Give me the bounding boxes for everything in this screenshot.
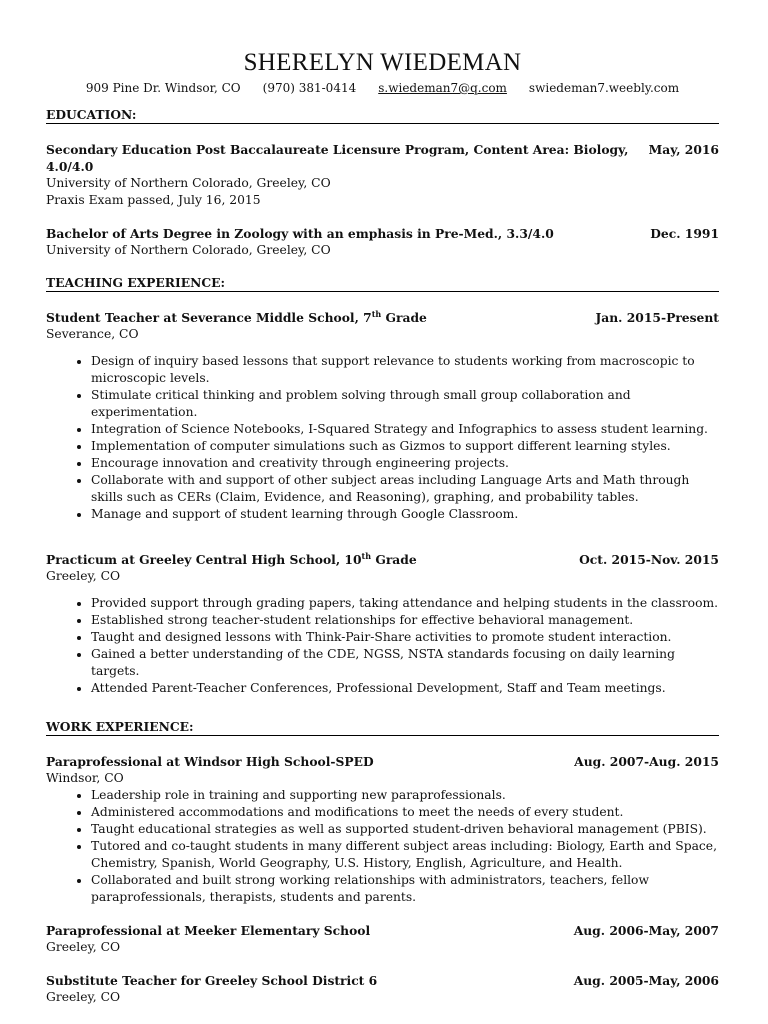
- list-item: • Integration of Science Notebooks, I-Squared Strategy and Infographics to assess student learning.: [91, 421, 719, 438]
- entry-date: Aug. 2006-May, 2007: [573, 923, 719, 938]
- list-item: • Gained a better understanding of the CDE, NGSS, NSTA standards focusing on daily learning targets.: [91, 646, 719, 680]
- entry-title: [46, 309, 427, 326]
- candidate-name: SHERELYN WIEDEMAN: [243, 49, 522, 76]
- list-item: • Encourage innovation and creativity through engineering projects.: [91, 455, 719, 472]
- phone: (970) 381-0414: [262, 81, 357, 95]
- email-link[interactable]: s.wiedeman7@q.com: [378, 81, 507, 95]
- entry-header: [46, 225, 719, 242]
- ordinal-suffix: th: [371, 308, 382, 319]
- list-item: • Stimulate critical thinking and problem solving through small group collaboration and experimentation.: [91, 387, 719, 421]
- address: 909 Pine Dr. Windsor, CO: [85, 81, 241, 95]
- work-entry: [46, 753, 719, 906]
- entry-header: [46, 972, 719, 989]
- list-item: • Taught educational strategies as well as supported student-driven behavioral management (PBIS).: [91, 821, 719, 838]
- list-item: • Administered accommodations and modifications to meet the needs of every student.: [91, 804, 719, 821]
- entry-date: May, 2016: [648, 142, 719, 157]
- list-item: • Implementation of computer simulations such as Gizmos to support different learning styles.: [91, 438, 719, 455]
- entry-title: [46, 551, 417, 568]
- list-item: • Provided support through grading papers, taking attendance and helping students in the classroom.: [91, 595, 719, 612]
- entry-institution: University of Northern Colorado, Greeley, CO: [46, 243, 331, 257]
- education-entry: [46, 225, 719, 259]
- work-entry: [46, 922, 719, 956]
- entry-date: Aug. 2005-May, 2006: [573, 973, 719, 988]
- entry-header: [46, 551, 719, 568]
- entry-title-text: Grade: [371, 552, 417, 567]
- work-entry: [46, 972, 719, 1006]
- entry-title: Paraprofessional at Windsor High School-SPED: [46, 754, 374, 769]
- resume-page: [46, 48, 719, 1022]
- bullet-list: [46, 787, 719, 906]
- contact-line: [46, 80, 719, 97]
- entry-date: Oct. 2015-Nov. 2015: [579, 552, 719, 567]
- entry-title: Paraprofessional at Meeker Elementary School: [46, 923, 371, 938]
- list-item: • Taught and designed lessons with Think-Pair-Share activities to promote student interaction.: [91, 629, 719, 646]
- entry-title-text: Practicum at Greeley Central High School, 10: [46, 552, 362, 567]
- entry-header: [46, 753, 719, 770]
- entry-title: Bachelor of Arts Degree in Zoology with an emphasis in Pre-Med., 3.3/4.0: [46, 226, 554, 241]
- education-heading: EDUCATION:: [46, 107, 719, 124]
- entry-title: Secondary Education Post Baccalaureate Licensure Program, Content Area: Biology, 4.0/4.0: [46, 142, 629, 174]
- list-item: • Manage and support of student learning through Google Classroom.: [91, 506, 719, 523]
- entry-note: Praxis Exam passed, July 16, 2015: [46, 193, 261, 207]
- work-heading: WORK EXPERIENCE:: [46, 719, 719, 736]
- teaching-entry: [46, 309, 719, 523]
- list-item: • Tutored and co-taught students in many different subject areas including: Biology, Earth and Space, Chemistry, Spanish, World Geography, U.S. History, English, Agriculture, and Health.: [91, 838, 719, 872]
- entry-date: Aug. 2007-Aug. 2015: [574, 754, 719, 769]
- entry-location: Greeley, CO: [46, 569, 121, 583]
- teaching-entry: [46, 551, 719, 697]
- ordinal-suffix: th: [361, 550, 372, 561]
- entry-date: Jan. 2015-Present: [595, 310, 719, 325]
- entry-location: Severance, CO: [46, 327, 139, 341]
- list-item: • Collaborated and built strong working relationships with administrators, teachers, fellow paraprofessionals, therapists, students and parents.: [91, 872, 719, 906]
- entry-title-text: Student Teacher at Severance Middle School, 7: [46, 310, 372, 325]
- entry-location: Windsor, CO: [46, 771, 124, 785]
- entry-institution: University of Northern Colorado, Greeley, CO: [46, 176, 331, 190]
- entry-location: Greeley, CO: [46, 990, 121, 1004]
- website: swiedeman7.weebly.com: [528, 81, 680, 95]
- education-entry: [46, 141, 719, 209]
- bullet-list: [46, 595, 719, 697]
- list-item: • Design of inquiry based lessons that support relevance to students working from macroscopic to microscopic levels.: [91, 353, 719, 387]
- teaching-heading: TEACHING EXPERIENCE:: [46, 275, 719, 292]
- list-item: • Collaborate with and support of other subject areas including Language Arts and Math through skills such as CERs (Claim, Evidence, and Reasoning), graphing, and probability tables.: [91, 472, 719, 506]
- entry-location: Greeley, CO: [46, 940, 121, 954]
- bullet-list: [46, 353, 719, 523]
- list-item: • Established strong teacher-student relationships for effective behavioral management.: [91, 612, 719, 629]
- entry-header: [46, 922, 719, 939]
- list-item: • Attended Parent-Teacher Conferences, Professional Development, Staff and Team meetings.: [91, 680, 719, 697]
- entry-date: Dec. 1991: [650, 226, 719, 241]
- list-item: • Leadership role in training and supporting new paraprofessionals.: [91, 787, 719, 804]
- entry-title: Substitute Teacher for Greeley School District 6: [46, 973, 378, 988]
- entry-header: [46, 309, 719, 326]
- entry-header: [46, 141, 719, 175]
- entry-title-text: Grade: [381, 310, 427, 325]
